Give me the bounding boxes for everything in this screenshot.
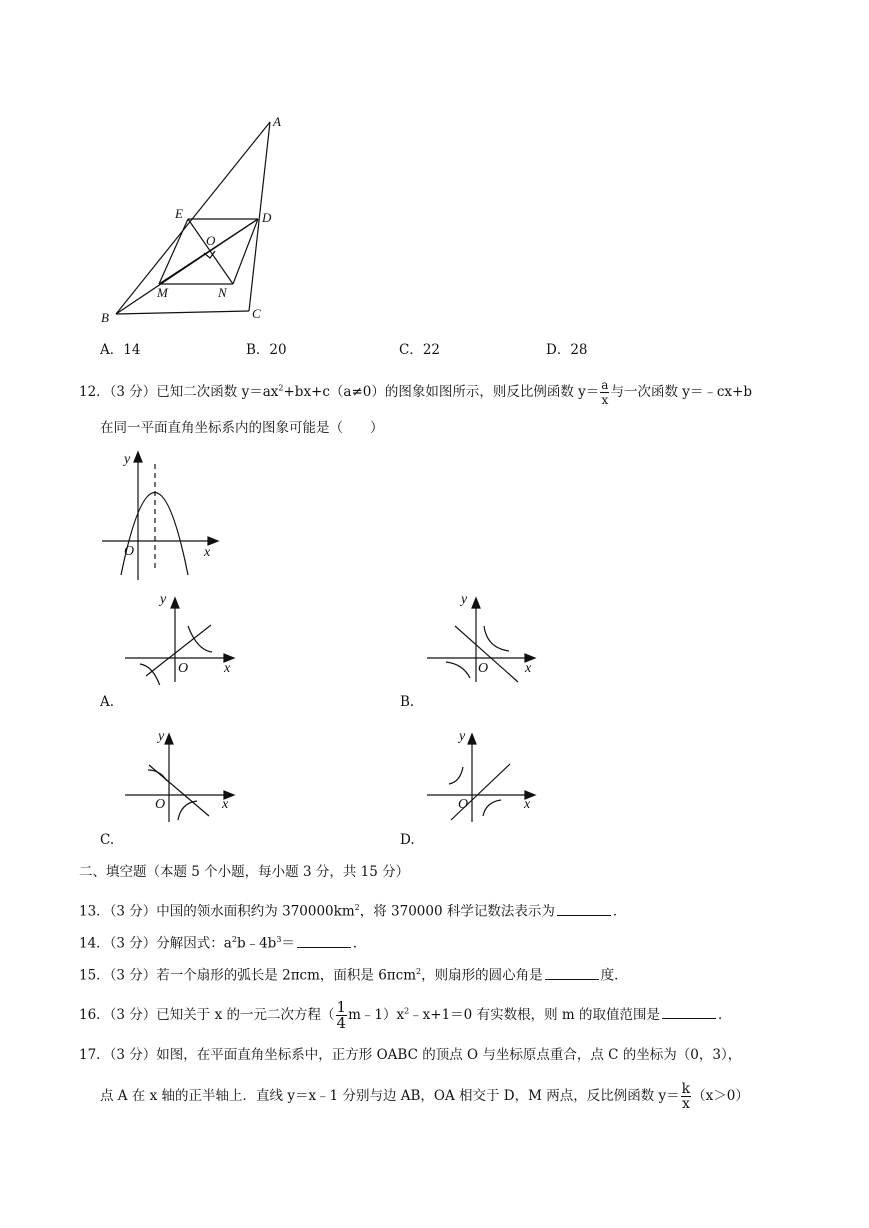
q12-frac-num: a <box>601 378 609 392</box>
q15-end: 度． <box>600 967 628 984</box>
q12-sup: 2 <box>278 383 284 393</box>
q16-fraction <box>336 1000 348 1031</box>
label-B: B <box>101 310 109 325</box>
q14-sup2: 3 <box>276 935 282 944</box>
q16-frac-den: 4 <box>336 1014 347 1032</box>
optD-origin: O <box>458 797 469 812</box>
q12-parabola-graph <box>95 448 225 583</box>
q15-sup: 2 <box>416 967 422 976</box>
q14-text-a: 14．（3 分）分解因式：a <box>79 935 232 952</box>
q17-frac-den: x <box>681 1096 690 1112</box>
q12-option-b-label: B. <box>400 694 415 710</box>
q17-text-a: 点 A 在 x 轴的正半轴上．直线 y＝x﹣1 分别与边 AB，OA 相交于 D，M 两点，反比例函数 y＝ <box>100 1088 680 1104</box>
q12-axis-y: y <box>124 452 131 467</box>
q11-option-d: D．28 <box>546 342 588 358</box>
q12-option-a-label: A. <box>100 694 115 710</box>
q13-text-a: 13．（3 分）中国的领水面积约为 370000km <box>79 903 355 920</box>
q17-line2 <box>100 1082 749 1111</box>
optB-axis-x: x <box>525 661 532 676</box>
q16-text-c: ﹣x+1＝0 有实数根，则 m 的取值范围是 <box>409 1007 660 1023</box>
q14 <box>79 930 366 954</box>
q17-frac-num: k <box>681 1081 691 1097</box>
optD-axis-x: x <box>524 797 531 812</box>
label-N: N <box>218 285 227 300</box>
optB-axis-y: y <box>461 592 468 607</box>
q17-line1: 17．（3 分）如图，在平面直角坐标系中，正方形 OABC 的顶点 O 与坐标原点重合，点 C 的坐标为（0，3）， <box>79 1047 742 1063</box>
optC-origin: O <box>155 797 166 812</box>
q16 <box>79 1000 731 1031</box>
q12-option-d-label: D. <box>400 832 415 848</box>
q16-text-b: m﹣1）x <box>348 1007 405 1023</box>
q13-answer-blank[interactable] <box>557 901 611 916</box>
q16-sup: 2 <box>404 1006 410 1016</box>
q16-answer-blank[interactable] <box>662 1004 716 1019</box>
label-M: M <box>157 285 168 300</box>
q11-option-a: A．14 <box>100 342 141 358</box>
q12-option-c-graph <box>120 725 240 825</box>
q12-text-c: 与一次函数 y＝﹣cx+b <box>610 384 752 400</box>
q12-frac-den: x <box>601 393 609 407</box>
label-C: C <box>252 306 261 321</box>
optD-axis-y: y <box>459 729 466 744</box>
q12-text-b: +bx+c（a≠0）的图象如图所示，则反比例函数 y＝ <box>283 384 600 400</box>
q12-origin: O <box>124 544 135 559</box>
label-D: D <box>262 210 272 225</box>
q17-fraction <box>681 1082 691 1111</box>
q13-end: ． <box>612 903 627 920</box>
q12-option-b-graph <box>420 590 540 685</box>
q12-stem-line1 <box>79 378 752 407</box>
q11-geometry-figure <box>95 110 295 330</box>
q14-end: ． <box>352 935 367 952</box>
q16-end: ． <box>717 1007 732 1023</box>
q12-text-a: 12．（3 分）已知二次函数 y＝ax <box>79 384 279 400</box>
label-A: A <box>273 114 281 129</box>
q13-sup: 2 <box>354 903 360 912</box>
q11-option-b: B．20 <box>246 342 287 358</box>
q11-option-c: C．22 <box>399 342 441 358</box>
q14-text-c: ＝ <box>281 935 295 952</box>
q15-text-a: 15．（3 分）若一个扇形的弧长是 2πcm，面积是 6πcm <box>79 967 417 984</box>
optC-axis-y: y <box>158 729 165 744</box>
q14-sup1: 2 <box>231 935 237 944</box>
q12-option-a-graph <box>120 590 240 685</box>
q15 <box>79 962 628 986</box>
label-E: E <box>175 206 183 221</box>
optA-axis-x: x <box>224 661 231 676</box>
label-O: O <box>206 233 216 248</box>
q16-text-a: 16．（3 分）已知关于 x 的一元二次方程（ <box>79 1007 335 1023</box>
q17-text-b: （x＞0） <box>692 1088 749 1104</box>
q12-fraction <box>600 378 609 407</box>
q16-frac-num: 1 <box>336 998 347 1016</box>
q14-answer-blank[interactable] <box>297 933 351 948</box>
optA-origin: O <box>178 661 189 676</box>
optC-axis-x: x <box>222 797 229 812</box>
q12-option-c-label: C. <box>100 832 115 848</box>
q12-stem-line2: 在同一平面直角坐标系内的图象可能是（ ） <box>100 420 384 436</box>
q14-text-b: b﹣4b <box>236 935 277 952</box>
q12-option-d-graph <box>420 725 540 825</box>
optB-origin: O <box>478 661 489 676</box>
optA-axis-y: y <box>160 592 167 607</box>
q15-text-b: ，则扇形的圆心角是 <box>421 967 543 984</box>
q13 <box>79 898 626 922</box>
q13-text-b: ，将 370000 科学记数法表示为 <box>359 903 555 920</box>
q15-answer-blank[interactable] <box>545 965 599 980</box>
q12-axis-x: x <box>204 545 211 560</box>
section-2-heading: 二、填空题（本题 5 个小题，每小题 3 分，共 15 分） <box>79 864 410 880</box>
